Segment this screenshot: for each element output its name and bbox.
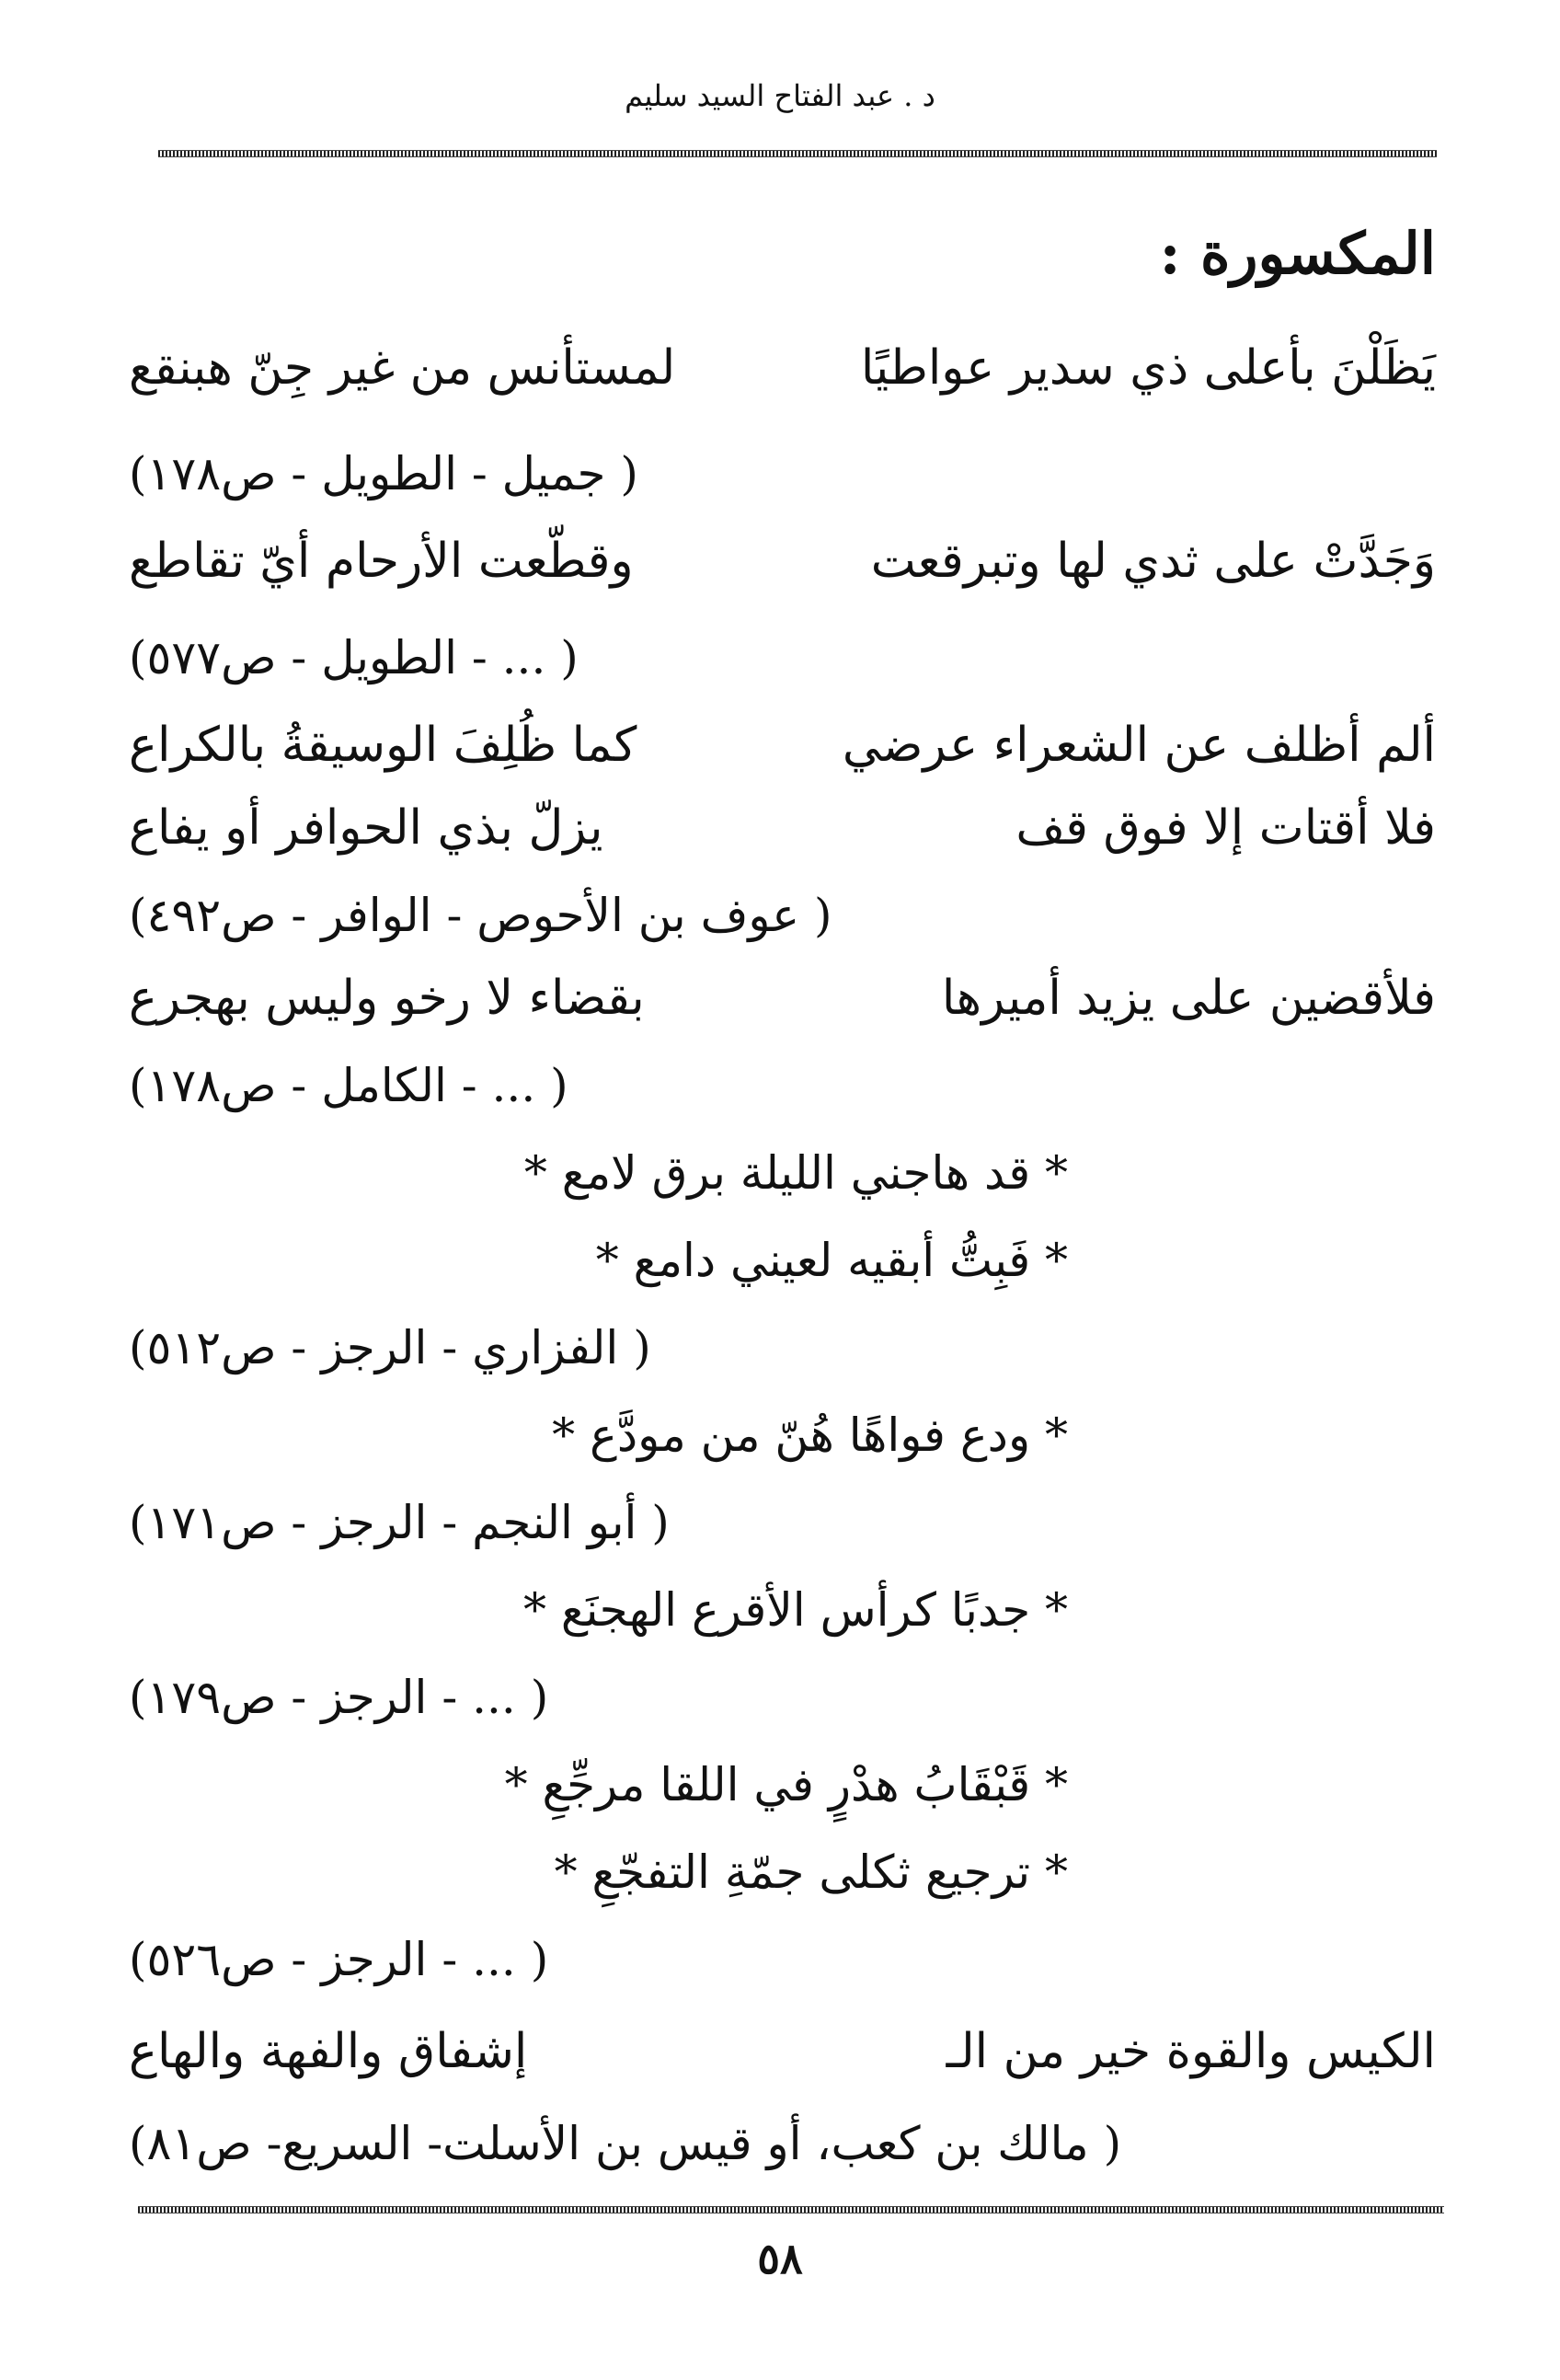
running-header: د . عبد الفتاح السيد سليم: [625, 78, 935, 113]
verse-first-hemistich: الكيس والقوة خير من الـ: [946, 2024, 1436, 2079]
verse-citation: ( عوف بن الأحوص - الوافر - ص٤٩٢): [129, 889, 832, 942]
verse-citation: ( ... - الطويل - ص٥٧٧): [129, 631, 579, 684]
verse-first-hemistich: فلا أقتات إلا فوق قف: [1015, 800, 1436, 856]
verse-second-hemistich: إشفاق والفهة والهاع: [129, 2024, 528, 2079]
verse-first-hemistich: ألم أظلف عن الشعراء عرضي: [842, 718, 1436, 773]
verse-line: [129, 961, 1436, 1035]
verse-second-hemistich: وقطّعت الأرحام أيّ تقاطع: [129, 534, 634, 589]
section-title: المكسورة :: [1159, 220, 1436, 287]
rajaz-line: * ودع فواهًا هُنّ من مودَّع *: [552, 1408, 1068, 1462]
verse-first-hemistich: فلأقضين على يزيد أميرها: [941, 971, 1436, 1026]
verse-line: [129, 331, 1436, 405]
footer-rule: [138, 2206, 1444, 2213]
rajaz-line: * قد هاجني الليلة برق لامع *: [523, 1146, 1068, 1200]
rajaz-line: * ترجيع ثكلى جمّةِ التفجّعِ *: [554, 1845, 1068, 1899]
verse-citation: ( ... - الرجز - ص٥٢٦): [129, 1933, 549, 1986]
verse-citation: ( أبو النجم - الرجز - ص١٧١): [129, 1496, 670, 1549]
verse-citation: ( جميل - الطويل - ص١٧٨): [129, 447, 638, 500]
verse-second-hemistich: لمستأنس من غير جِنّ هبنقع: [129, 340, 676, 396]
verse-line: [129, 791, 1436, 865]
verse-line: [129, 524, 1436, 598]
rajaz-line: * قَبْقَابُ هدْرٍ في اللقا مرجِّعِ *: [504, 1758, 1068, 1811]
verse-first-hemistich: وَجَدَّتْ على ثدي لها وتبرقعت: [870, 534, 1436, 589]
verse-line: [129, 708, 1436, 782]
page-number: ٥٨: [757, 2234, 803, 2283]
verse-citation: ( مالك بن كعب، أو قيس بن الأسلت- السريع- ص٨١): [129, 2117, 1122, 2170]
verse-second-hemistich: كما ظُلِفَ الوسيقةُ بالكراع: [129, 718, 637, 773]
verse-citation: ( الفزاري - الرجز - ص٥١٢): [129, 1321, 651, 1374]
verse-second-hemistich: بقضاء لا رخو وليس بهجرع: [129, 971, 645, 1026]
verse-first-hemistich: يَظَلْنَ بأعلى ذي سدير عواطيًا: [860, 340, 1436, 396]
rajaz-line: * جدبًا كرأس الأقرع الهجنَع *: [523, 1583, 1068, 1637]
verse-citation: ( ... - الرجز - ص١٧٩): [129, 1671, 549, 1724]
header-rule: [158, 150, 1437, 157]
verse-citation: ( ... - الكامل - ص١٧٨): [129, 1059, 568, 1112]
rajaz-line: * فَبِتُّ أبقيه لعيني دامع *: [595, 1234, 1068, 1287]
verse-line: [129, 2015, 1436, 2088]
verse-second-hemistich: يزلّ بذي الحوافر أو يفاع: [129, 800, 603, 856]
